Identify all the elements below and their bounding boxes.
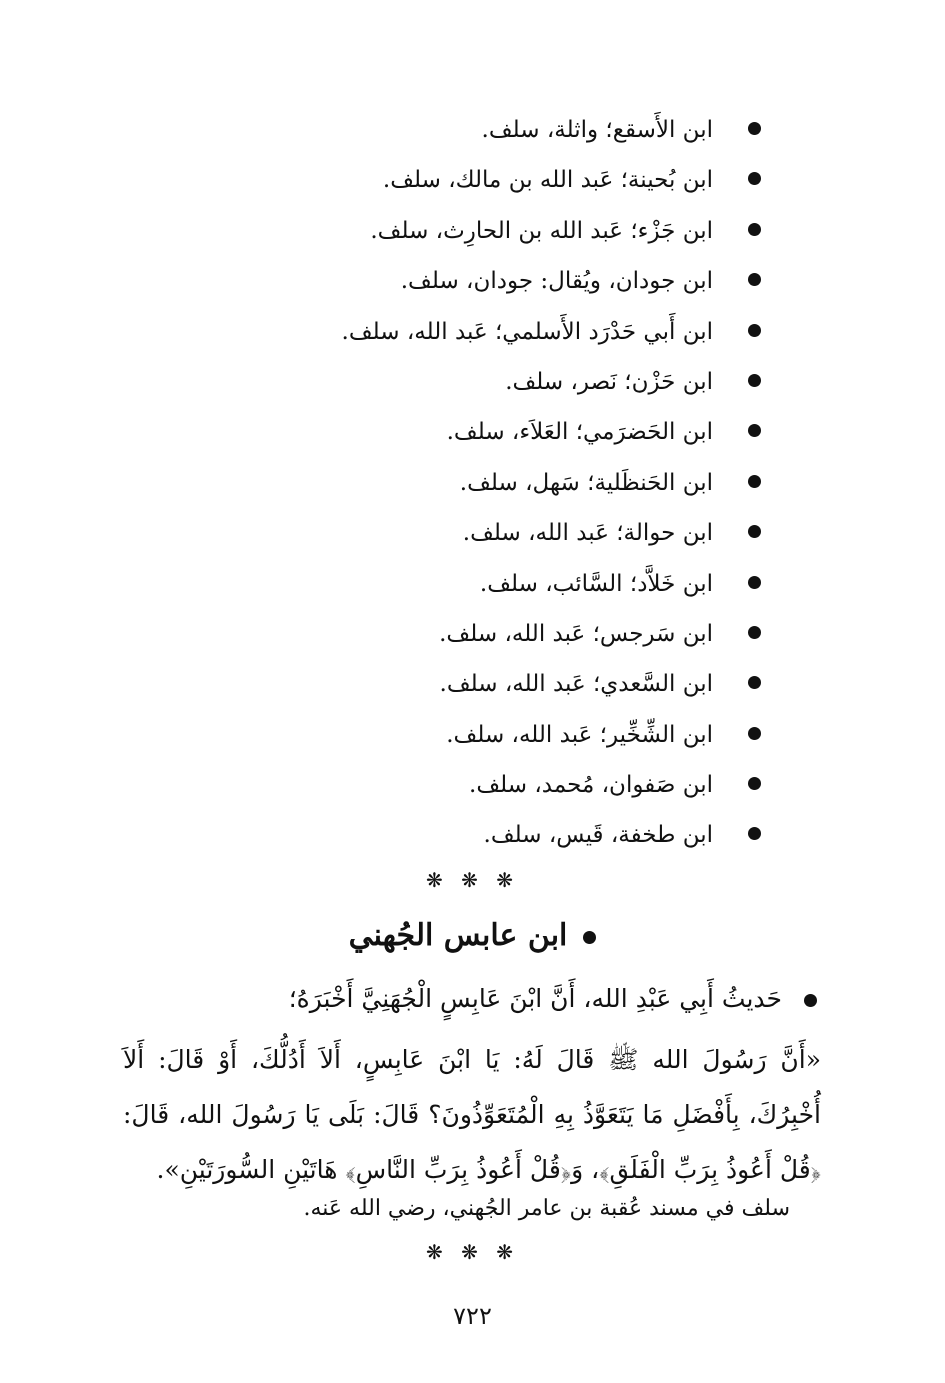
list-item xyxy=(241,310,761,360)
list-item xyxy=(241,511,761,561)
bullet-icon xyxy=(748,626,761,639)
bullet-icon xyxy=(583,931,596,944)
entry-text: ابن سَرجس؛ عَبد الله، سلف. xyxy=(439,620,713,647)
entry-text: ابن أَبي حَدْرَد الأَسلمي؛ عَبد الله، سلف. xyxy=(341,318,713,345)
list-item xyxy=(241,612,761,662)
list-item xyxy=(241,662,761,712)
bullet-icon xyxy=(748,475,761,488)
bullet-icon xyxy=(804,994,817,1007)
section-separator: ❋ ❋ ❋ xyxy=(426,1240,519,1264)
bullet-icon xyxy=(748,727,761,740)
list-item xyxy=(241,713,761,763)
entry-text: ابن طخفة، قَيس، سلف. xyxy=(483,822,713,849)
bullet-icon xyxy=(748,827,761,840)
list-item xyxy=(241,259,761,309)
list-item xyxy=(241,813,761,863)
list-item xyxy=(241,461,761,511)
list-item xyxy=(241,158,761,208)
hadith-text: «أَنَّ رَسُولَ الله ﷺ قَالَ لَهُ: يَا ابْنَ عَابِسٍ، أَلاَ أَدُلُّكَ، أَوْ قَالَ: أَلاَ أُخْبِرُكَ، بِأَفْضَلِ مَا يَتَعَوَّذُ بِهِ الْمُتَعَوِّذُونَ؟ قَالَ: بَلَى يَا رَسُولَ الله، قَالَ: ﴿قُلْ أَعُوذُ بِرَبِّ الْفَلَقِ﴾، وَ﴿قُلْ أَعُوذُ بِرَبِّ النَّاسِ﴾ هَاتَيْنِ السُّورَتَيْنِ». xyxy=(123,1045,821,1184)
list-item xyxy=(241,763,761,813)
bullet-icon xyxy=(748,576,761,589)
entry-text: ابن جودان، ويُقال: جودان، سلف. xyxy=(400,268,713,295)
list-item xyxy=(241,209,761,259)
bullet-icon xyxy=(748,525,761,538)
entry-text: ابن بُحينة؛ عَبد الله بن مالك، سلف. xyxy=(382,167,713,194)
bullet-icon xyxy=(748,172,761,185)
entry-text: ابن السَّعدي؛ عَبد الله، سلف. xyxy=(439,671,713,698)
entry-text: ابن حوالة؛ عَبد الله، سلف. xyxy=(462,520,713,547)
section-title-text: ابن عابس الجُهني xyxy=(348,918,568,953)
entry-text: ابن حَزْن؛ نَصر، سلف. xyxy=(505,368,713,395)
bullet-icon xyxy=(748,777,761,790)
bullet-icon xyxy=(748,273,761,286)
list-item xyxy=(241,410,761,460)
entry-text: ابن الحَنظَلية؛ سَهل، سلف. xyxy=(459,469,713,496)
bullet-icon xyxy=(748,676,761,689)
entry-text: ابن الشِّخِّير؛ عَبد الله، سلف. xyxy=(446,721,713,748)
hadith-intro xyxy=(289,984,817,1013)
hadith-intro-text: حَديثُ أَبِي عَبْدِ الله، أَنَّ ابْنَ عَابِسٍ الْجُهَنِيَّ أَخْبَرَهُ؛ xyxy=(288,984,782,1013)
section-separator: ❋ ❋ ❋ xyxy=(426,868,519,892)
entry-text: ابن صَفوان، مُحمد، سلف. xyxy=(469,772,713,799)
section-heading xyxy=(0,918,945,953)
list-item xyxy=(241,360,761,410)
bullet-icon xyxy=(748,424,761,437)
entry-text: ابن الأَسقع؛ واثلة، سلف. xyxy=(481,117,713,143)
entry-text: ابن خَلاَّد؛ السَّائب، سلف. xyxy=(479,570,713,597)
list-item xyxy=(241,562,761,612)
bullet-icon xyxy=(748,374,761,387)
entry-text: ابن جَزْء؛ عَبد الله بن الحارِث، سلف. xyxy=(370,217,713,244)
source-note: سلف في مسند عُقبة بن عامر الجُهني، رضي الله عَنه. xyxy=(303,1196,790,1221)
page-number: ٧٢٢ xyxy=(453,1302,492,1330)
entry-text: ابن الحَضرَمي؛ العَلاَء، سلف. xyxy=(446,419,713,446)
bullet-icon xyxy=(748,122,761,135)
list-item xyxy=(241,108,761,158)
bullet-icon xyxy=(748,324,761,337)
bullet-icon xyxy=(748,223,761,236)
entry-list xyxy=(241,108,761,864)
